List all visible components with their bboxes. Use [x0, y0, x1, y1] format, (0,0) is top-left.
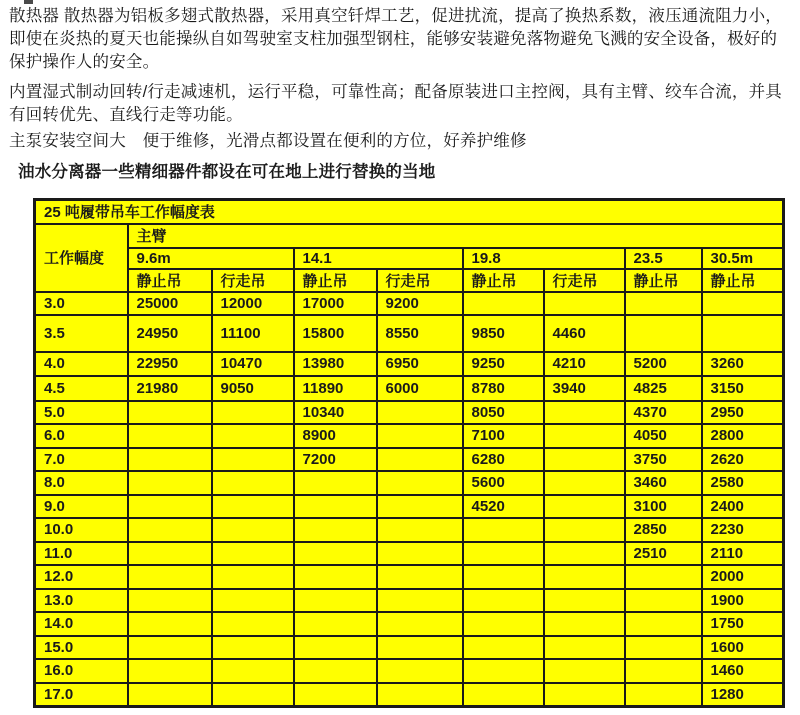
table-row	[35, 495, 784, 519]
working-radius-cell: 8.0	[35, 471, 128, 495]
load-value-cell	[544, 292, 625, 315]
load-value-cell: 17000	[294, 292, 377, 315]
load-value-cell	[625, 565, 702, 589]
load-value-cell	[544, 542, 625, 566]
load-value-cell: 4370	[625, 401, 702, 425]
table-group-header-row	[35, 224, 784, 248]
load-value-cell	[702, 315, 784, 352]
load-value-cell	[463, 518, 544, 542]
load-value-cell: 9250	[463, 352, 544, 376]
table-row	[35, 683, 784, 707]
paragraph-radiator: 散热器 散热器为铝板多翅式散热器，采用真空钎焊工艺，促进扰流，提高了换热系数，液压通流阻力小，即使在炎热的夏天也能操纵自如驾驶室支柱加强型钢柱，能够安装避免落物避免飞溅的安全设备，极好的保护操作人的安全。	[9, 7, 782, 71]
load-value-cell	[625, 636, 702, 660]
table-row	[35, 401, 784, 425]
load-value-cell: 6000	[377, 376, 463, 401]
load-value-cell: 2400	[702, 495, 784, 519]
load-value-cell	[544, 612, 625, 636]
load-value-cell: 12000	[212, 292, 294, 315]
working-radius-cell: 3.0	[35, 292, 128, 315]
load-value-cell: 2510	[625, 542, 702, 566]
crane-capacity-table	[33, 198, 785, 708]
table-title: 25 吨履带吊车工作幅度表	[35, 200, 784, 224]
table-row	[35, 612, 784, 636]
load-value-cell	[377, 612, 463, 636]
load-value-cell: 10470	[212, 352, 294, 376]
load-value-cell	[212, 448, 294, 472]
load-value-cell	[463, 636, 544, 660]
load-value-cell: 4460	[544, 315, 625, 352]
load-value-cell	[212, 401, 294, 425]
load-value-cell: 8550	[377, 315, 463, 352]
load-value-cell: 4520	[463, 495, 544, 519]
load-value-cell	[463, 683, 544, 707]
load-value-cell	[212, 424, 294, 448]
load-value-cell: 2950	[702, 401, 784, 425]
load-value-cell: 3750	[625, 448, 702, 472]
load-value-cell	[212, 518, 294, 542]
lift-type-row	[35, 269, 784, 292]
load-value-cell	[128, 565, 212, 589]
load-value-cell	[377, 401, 463, 425]
load-value-cell: 6950	[377, 352, 463, 376]
load-value-cell	[625, 612, 702, 636]
table-row	[35, 448, 784, 472]
load-value-cell: 2110	[702, 542, 784, 566]
load-value-cell	[625, 292, 702, 315]
clipped-text-fragment	[24, 0, 33, 4]
load-value-cell: 3460	[625, 471, 702, 495]
working-radius-cell: 3.5	[35, 315, 128, 352]
lift-type-header: 静止吊	[702, 269, 784, 292]
load-value-cell	[212, 542, 294, 566]
working-radius-cell: 11.0	[35, 542, 128, 566]
lift-type-header: 行走吊	[544, 269, 625, 292]
load-value-cell	[544, 636, 625, 660]
load-value-cell	[128, 471, 212, 495]
working-radius-cell: 14.0	[35, 612, 128, 636]
load-value-cell: 1750	[702, 612, 784, 636]
load-value-cell	[377, 495, 463, 519]
load-value-cell	[212, 683, 294, 707]
load-value-cell: 24950	[128, 315, 212, 352]
load-value-cell	[377, 683, 463, 707]
load-value-cell	[128, 659, 212, 683]
load-value-cell: 1280	[702, 683, 784, 707]
load-value-cell	[128, 542, 212, 566]
table-row	[35, 292, 784, 315]
load-value-cell	[377, 659, 463, 683]
load-value-cell: 8780	[463, 376, 544, 401]
working-radius-cell: 12.0	[35, 565, 128, 589]
load-value-cell: 4210	[544, 352, 625, 376]
load-value-cell	[294, 565, 377, 589]
table-row	[35, 424, 784, 448]
load-value-cell	[128, 518, 212, 542]
load-value-cell: 2620	[702, 448, 784, 472]
load-value-cell: 2230	[702, 518, 784, 542]
load-value-cell	[128, 424, 212, 448]
working-radius-cell: 13.0	[35, 589, 128, 613]
load-value-cell	[377, 471, 463, 495]
table-row	[35, 636, 784, 660]
load-value-cell: 5200	[625, 352, 702, 376]
load-value-cell: 2000	[702, 565, 784, 589]
load-value-cell: 6280	[463, 448, 544, 472]
working-radius-cell: 10.0	[35, 518, 128, 542]
load-value-cell	[463, 589, 544, 613]
load-value-cell	[377, 565, 463, 589]
load-value-cell	[377, 542, 463, 566]
load-value-cell	[212, 589, 294, 613]
lift-type-header: 静止吊	[294, 269, 377, 292]
load-value-cell	[544, 495, 625, 519]
table-row	[35, 471, 784, 495]
lift-type-header: 行走吊	[212, 269, 294, 292]
load-value-cell	[212, 495, 294, 519]
load-value-cell	[463, 292, 544, 315]
table-row	[35, 542, 784, 566]
load-value-cell	[294, 518, 377, 542]
paragraph-reducer: 内置湿式制动回转/行走减速机，运行平稳，可靠性高；配备原装进口主控阀，具有主臂、绞车合流，并具有回转优先、直线行走等功能。	[9, 83, 782, 124]
boom-length-14-1: 14.1	[294, 248, 463, 269]
table-body	[35, 292, 784, 707]
load-value-cell	[625, 589, 702, 613]
load-value-cell: 1900	[702, 589, 784, 613]
load-value-cell	[294, 589, 377, 613]
working-radius-cell: 6.0	[35, 424, 128, 448]
load-value-cell	[463, 542, 544, 566]
load-value-cell	[377, 589, 463, 613]
load-value-cell: 11890	[294, 376, 377, 401]
load-value-cell	[212, 565, 294, 589]
load-value-cell: 13980	[294, 352, 377, 376]
load-value-cell	[625, 315, 702, 352]
working-radius-cell: 4.5	[35, 376, 128, 401]
working-radius-header: 工作幅度	[35, 224, 128, 292]
boom-length-9-6m: 9.6m	[128, 248, 294, 269]
load-value-cell	[544, 683, 625, 707]
load-value-cell	[544, 448, 625, 472]
working-radius-cell: 7.0	[35, 448, 128, 472]
load-value-cell: 7100	[463, 424, 544, 448]
load-value-cell	[294, 612, 377, 636]
table-row	[35, 659, 784, 683]
load-value-cell	[463, 659, 544, 683]
table-row	[35, 352, 784, 376]
lift-type-header: 静止吊	[128, 269, 212, 292]
load-value-cell: 8900	[294, 424, 377, 448]
table-row	[35, 589, 784, 613]
load-value-cell	[625, 683, 702, 707]
boom-length-19-8: 19.8	[463, 248, 625, 269]
working-radius-cell: 16.0	[35, 659, 128, 683]
load-value-cell	[128, 589, 212, 613]
load-value-cell	[544, 401, 625, 425]
table-row	[35, 518, 784, 542]
load-value-cell	[544, 589, 625, 613]
load-value-cell: 22950	[128, 352, 212, 376]
load-value-cell	[544, 565, 625, 589]
load-value-cell	[544, 471, 625, 495]
load-value-cell	[212, 659, 294, 683]
boom-length-23-5: 23.5	[625, 248, 702, 269]
load-value-cell	[544, 659, 625, 683]
lift-type-header: 静止吊	[625, 269, 702, 292]
load-value-cell: 9050	[212, 376, 294, 401]
load-value-cell	[128, 448, 212, 472]
working-radius-cell: 5.0	[35, 401, 128, 425]
load-value-cell	[377, 424, 463, 448]
load-value-cell: 2580	[702, 471, 784, 495]
load-value-cell: 10340	[294, 401, 377, 425]
load-value-cell: 11100	[212, 315, 294, 352]
load-value-cell	[377, 448, 463, 472]
load-value-cell	[212, 636, 294, 660]
paragraph-main-pump: 主泵安装空间大 便于维修，光滑点都设置在便利的方位，好养护维修	[9, 132, 527, 150]
load-value-cell	[463, 612, 544, 636]
load-value-cell: 3940	[544, 376, 625, 401]
working-radius-cell: 4.0	[35, 352, 128, 376]
lift-type-header: 行走吊	[377, 269, 463, 292]
boom-length-row	[35, 248, 784, 269]
load-value-cell	[212, 612, 294, 636]
load-value-cell	[377, 518, 463, 542]
load-value-cell	[544, 424, 625, 448]
load-value-cell	[544, 518, 625, 542]
table-row	[35, 565, 784, 589]
load-value-cell	[128, 683, 212, 707]
load-value-cell: 9850	[463, 315, 544, 352]
load-value-cell: 7200	[294, 448, 377, 472]
boom-length-30-5m: 30.5m	[702, 248, 784, 269]
main-boom-header: 主臂	[128, 224, 784, 248]
load-value-cell: 5600	[463, 471, 544, 495]
load-value-cell: 4825	[625, 376, 702, 401]
load-value-cell	[377, 636, 463, 660]
load-value-cell: 25000	[128, 292, 212, 315]
load-value-cell	[128, 401, 212, 425]
load-value-cell: 1460	[702, 659, 784, 683]
load-value-cell	[463, 565, 544, 589]
load-value-cell	[128, 612, 212, 636]
load-value-cell	[294, 495, 377, 519]
load-value-cell: 3150	[702, 376, 784, 401]
working-radius-cell: 9.0	[35, 495, 128, 519]
load-value-cell	[294, 471, 377, 495]
load-value-cell	[294, 542, 377, 566]
load-value-cell: 9200	[377, 292, 463, 315]
load-value-cell: 4050	[625, 424, 702, 448]
table-row	[35, 315, 784, 352]
load-value-cell: 1600	[702, 636, 784, 660]
working-radius-cell: 17.0	[35, 683, 128, 707]
load-value-cell	[625, 659, 702, 683]
load-value-cell: 3100	[625, 495, 702, 519]
table-row	[35, 376, 784, 401]
load-value-cell: 2850	[625, 518, 702, 542]
table-title-row	[35, 200, 784, 224]
load-value-cell	[294, 683, 377, 707]
load-value-cell: 2800	[702, 424, 784, 448]
load-value-cell	[212, 471, 294, 495]
load-value-cell: 3260	[702, 352, 784, 376]
working-radius-cell: 15.0	[35, 636, 128, 660]
load-value-cell	[294, 659, 377, 683]
load-value-cell	[128, 636, 212, 660]
lift-type-header: 静止吊	[463, 269, 544, 292]
load-value-cell: 8050	[463, 401, 544, 425]
description-text	[9, 5, 793, 184]
load-value-cell: 21980	[128, 376, 212, 401]
load-value-cell	[128, 495, 212, 519]
load-value-cell	[294, 636, 377, 660]
load-value-cell	[702, 292, 784, 315]
paragraph-oil-water-separator: 油水分离器一些精细器件都设在可在地上进行替换的当地	[18, 163, 436, 181]
load-value-cell: 15800	[294, 315, 377, 352]
